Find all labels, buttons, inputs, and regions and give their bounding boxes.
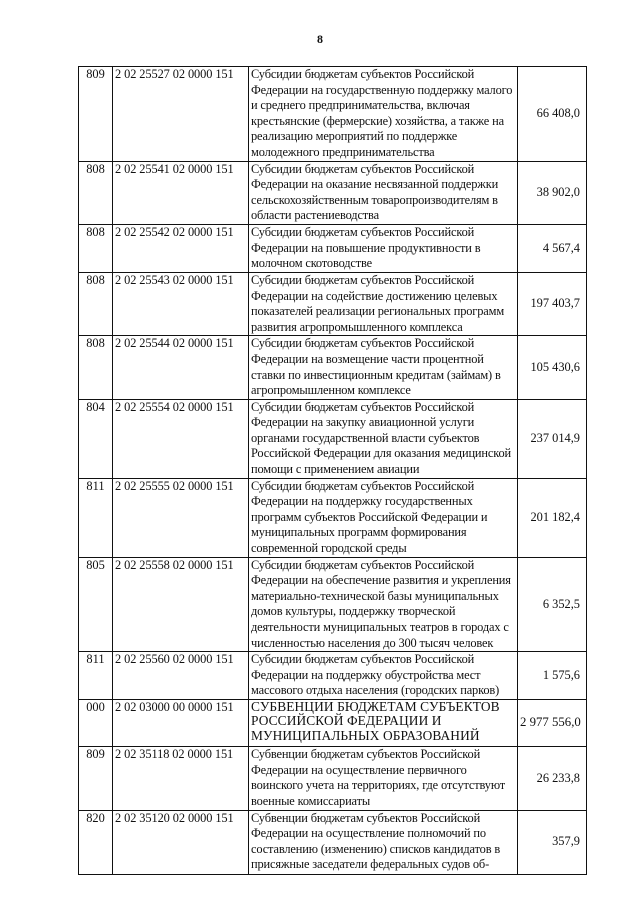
budget-classification-code: 2 02 25542 02 0000 151: [113, 224, 249, 272]
amount: 66 408,0: [518, 67, 587, 162]
revenue-name: Субсидии бюджетам субъектов Российской Федерации на оказание несвязанной поддержки сельскохозяйственным товаропроизводителям в области растениеводства: [249, 161, 518, 224]
admin-code: 000: [79, 700, 113, 747]
admin-code: 809: [79, 747, 113, 810]
amount: 38 902,0: [518, 161, 587, 224]
admin-code: 808: [79, 224, 113, 272]
budget-classification-code: 2 02 25544 02 0000 151: [113, 336, 249, 399]
budget-classification-code: 2 02 25543 02 0000 151: [113, 272, 249, 335]
revenue-name: Субсидии бюджетам субъектов Российской Федерации на поддержку государственных программ субъектов Российской Федерации и муниципальных программ формирования современной городской среды: [249, 478, 518, 557]
table-row: [79, 747, 587, 810]
budget-classification-code: 2 02 25555 02 0000 151: [113, 478, 249, 557]
section-heading: СУБВЕНЦИИ БЮДЖЕТАМ СУБЪЕКТОВ РОССИЙСКОЙ ФЕДЕРАЦИИ И МУНИЦИПАЛЬНЫХ ОБРАЗОВАНИЙ: [249, 700, 518, 747]
amount: 105 430,6: [518, 336, 587, 399]
budget-classification-code: 2 02 35118 02 0000 151: [113, 747, 249, 810]
table-row: [79, 478, 587, 557]
budget-classification-code: 2 02 25558 02 0000 151: [113, 557, 249, 652]
table-row: [79, 810, 587, 874]
revenue-name: Субсидии бюджетам субъектов Российской Федерации на возмещение части процентной ставки по инвестиционным кредитам (займам) в агропромышленном комплексе: [249, 336, 518, 399]
budget-classification-code: 2 02 25527 02 0000 151: [113, 67, 249, 162]
revenue-name: Субсидии бюджетам субъектов Российской Федерации на закупку авиационной услуги органами государственной власти субъектов Российской Федерации для оказания медицинской помощи с применением авиации: [249, 399, 518, 478]
budget-classification-code: 2 02 25554 02 0000 151: [113, 399, 249, 478]
budget-classification-code: 2 02 35120 02 0000 151: [113, 810, 249, 874]
revenue-name: Субсидии бюджетам субъектов Российской Федерации на поддержку обустройства мест массового отдыха населения (городских парков): [249, 652, 518, 700]
table-row: [79, 161, 587, 224]
table-row: [79, 652, 587, 700]
table-row: [79, 272, 587, 335]
amount: 4 567,4: [518, 224, 587, 272]
amount: 237 014,9: [518, 399, 587, 478]
admin-code: 820: [79, 810, 113, 874]
section-total-amount: 2 977 556,0: [518, 700, 587, 747]
table-row: [79, 336, 587, 399]
page-number: 8: [317, 32, 323, 46]
admin-code: 811: [79, 478, 113, 557]
section-heading-row: [79, 700, 587, 747]
table-row: [79, 399, 587, 478]
amount: 26 233,8: [518, 747, 587, 810]
admin-code: 809: [79, 67, 113, 162]
amount: 197 403,7: [518, 272, 587, 335]
revenue-name: Субвенции бюджетам субъектов Российской Федерации на осуществление полномочий по составлению (изменению) списков кандидатов в присяжные заседатели федеральных судов об-: [249, 810, 518, 874]
table-row: [79, 224, 587, 272]
budget-classification-code: 2 02 25541 02 0000 151: [113, 161, 249, 224]
revenue-name: Субвенции бюджетам субъектов Российской Федерации на осуществление первичного воинского учета на территориях, где отсутствуют военные комиссариаты: [249, 747, 518, 810]
budget-classification-code: 2 02 25560 02 0000 151: [113, 652, 249, 700]
revenue-name: Субсидии бюджетам субъектов Российской Федерации на обеспечение развития и укрепления материально-технической базы муниципальных домов культуры, поддержку творческой деятельности муниципальных театров в городах с численностью населения до 300 тысяч человек: [249, 557, 518, 652]
amount: 201 182,4: [518, 478, 587, 557]
admin-code: 808: [79, 272, 113, 335]
admin-code: 804: [79, 399, 113, 478]
revenue-name: Субсидии бюджетам субъектов Российской Федерации на повышение продуктивности в молочном скотоводстве: [249, 224, 518, 272]
table-row: [79, 557, 587, 652]
budget-table-body: [79, 67, 587, 875]
revenue-name: Субсидии бюджетам субъектов Российской Федерации на содействие достижению целевых показателей реализации региональных программ развития агропромышленного комплекса: [249, 272, 518, 335]
admin-code: 808: [79, 161, 113, 224]
budget-table: [78, 66, 587, 875]
amount: 1 575,6: [518, 652, 587, 700]
admin-code: 805: [79, 557, 113, 652]
revenue-name: Субсидии бюджетам субъектов Российской Федерации на государственную поддержку малого и среднего предпринимательства, включая крестьянские (фермерские) хозяйства, а также на реализацию мероприятий по поддержке молодежного предпринимательства: [249, 67, 518, 162]
table-row: [79, 67, 587, 162]
admin-code: 811: [79, 652, 113, 700]
amount: 357,9: [518, 810, 587, 874]
budget-classification-code: 2 02 03000 00 0000 151: [113, 700, 249, 747]
amount: 6 352,5: [518, 557, 587, 652]
admin-code: 808: [79, 336, 113, 399]
